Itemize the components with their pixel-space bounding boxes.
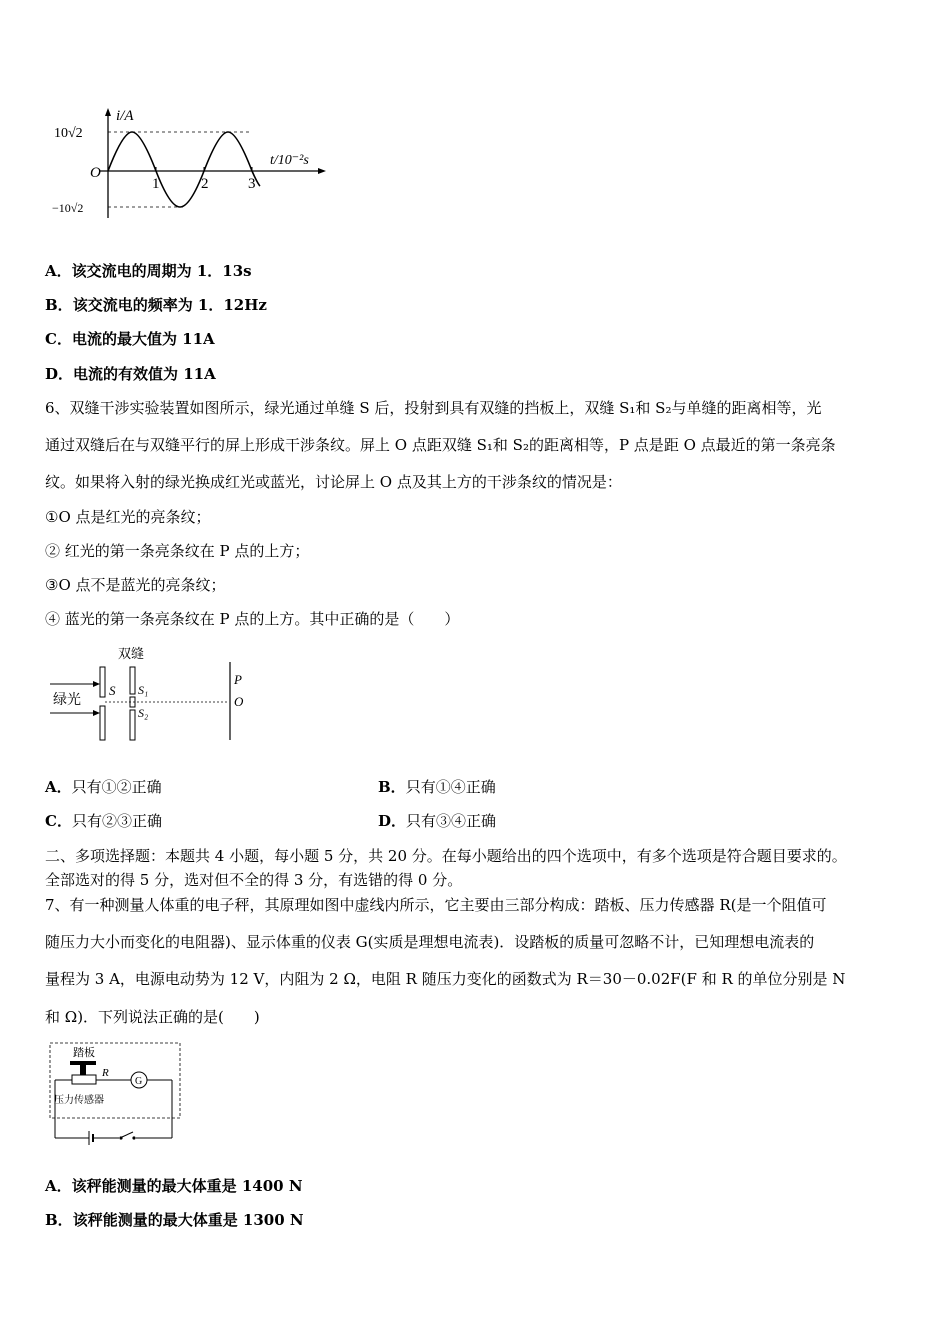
q6-statement-4: ④ 蓝光的第一条亮条纹在 P 点的上方。其中正确的是（ ） bbox=[45, 610, 460, 628]
tick-label-2: 2 bbox=[201, 176, 209, 192]
resistor-r-label: R bbox=[102, 1067, 109, 1079]
green-light-label: 绿光 bbox=[53, 693, 81, 708]
origin-label: O bbox=[90, 165, 101, 181]
q6-stem-line-3: 纹。如果将入射的绿光换成红光或蓝光，讨论屏上 O 点及其上方的干涉条纹的情况是： bbox=[45, 473, 622, 491]
q6-statement-2: ② 红光的第一条亮条纹在 P 点的上方； bbox=[45, 542, 310, 560]
x-axis-label: t/10⁻²s bbox=[270, 153, 309, 168]
section2-heading-line-1: 二、多项选择题：本题共 4 小题，每小题 5 分，共 20 分。在每小题给出的四个选项中，有多个选项是符合题目要求的。 bbox=[45, 847, 847, 865]
slit-s2-label: S₂ bbox=[138, 706, 149, 720]
q7-stem-line-3: 量程为 3 A，电源电动势为 12 V，内阻为 2 Ω，电阻 R 随压力变化的函数式为 R＝30－0.02F(F 和 R 的单位分别是 N bbox=[45, 970, 846, 988]
y-max-label: 10√2 bbox=[54, 126, 83, 141]
double-slit-diagram bbox=[45, 640, 260, 745]
q5-option-a[interactable]: A．该交流电的周期为 1．13s bbox=[45, 262, 252, 280]
current-time-graph bbox=[50, 100, 340, 225]
q6-option-a[interactable]: A．只有①②正确 bbox=[45, 778, 162, 796]
q7-stem-line-4: 和 Ω)．下列说法正确的是( ) bbox=[45, 1008, 260, 1026]
q7-option-b[interactable]: B．该秤能测量的最大体重是 1300 N bbox=[45, 1211, 304, 1229]
q6-option-b[interactable]: B．只有①④正确 bbox=[378, 778, 496, 796]
slit-s1-label: S₁ bbox=[138, 683, 149, 697]
q5-option-d[interactable]: D．电流的有效值为 11A bbox=[45, 365, 216, 383]
galvanometer-g-label: G bbox=[135, 1076, 143, 1087]
q5-option-c[interactable]: C．电流的最大值为 11A bbox=[45, 330, 215, 348]
section2-heading-line-2: 全部选对的得 5 分，选对但不全的得 3 分，有选错的得 0 分。 bbox=[45, 871, 463, 889]
scale-circuit-diagram bbox=[45, 1040, 185, 1145]
q6-stem-line-2: 通过双缝后在与双缝平行的屏上形成干涉条纹。屏上 O 点距双缝 S₁和 S₂的距离相等，P 点是距 O 点最近的第一条亮条 bbox=[45, 436, 836, 454]
pedal-label: 踏板 bbox=[73, 1047, 95, 1059]
y-axis-label: i/A bbox=[116, 108, 134, 124]
double-slit-label: 双缝 bbox=[118, 646, 145, 661]
q5-option-b[interactable]: B．该交流电的频率为 1．12Hz bbox=[45, 296, 267, 314]
tick-label-1: 1 bbox=[152, 176, 160, 192]
q7-stem-line-1: 7、有一种测量人体重的电子秤，其原理如图中虚线内所示，它主要由三部分构成：踏板、压力传感器 R(是一个阻值可 bbox=[45, 896, 827, 914]
q7-option-a[interactable]: A．该秤能测量的最大体重是 1400 N bbox=[45, 1177, 303, 1195]
pressure-sensor-label: 压力传感器 bbox=[54, 1095, 104, 1106]
slit-s-label: S bbox=[109, 683, 116, 698]
y-min-label: −10√2 bbox=[52, 201, 84, 215]
q6-option-c[interactable]: C．只有②③正确 bbox=[45, 812, 162, 830]
q6-statement-1: ①O 点是红光的亮条纹； bbox=[45, 508, 211, 526]
point-p-label: P bbox=[234, 672, 242, 687]
point-o-label: O bbox=[234, 694, 244, 709]
q6-option-d[interactable]: D．只有③④正确 bbox=[378, 812, 497, 830]
tick-label-3: 3 bbox=[248, 176, 256, 192]
q6-stem-line-1: 6、双缝干涉实验装置如图所示，绿光通过单缝 S 后，投射到具有双缝的挡板上，双缝 S₁和 S₂与单缝的距离相等，光 bbox=[45, 399, 822, 417]
q7-stem-line-2: 随压力大小而变化的电阻器)、显示体重的仪表 G(实质是理想电流表)．设踏板的质量可忽略不计，已知理想电流表的 bbox=[45, 933, 815, 951]
q6-statement-3: ③O 点不是蓝光的亮条纹； bbox=[45, 576, 226, 594]
